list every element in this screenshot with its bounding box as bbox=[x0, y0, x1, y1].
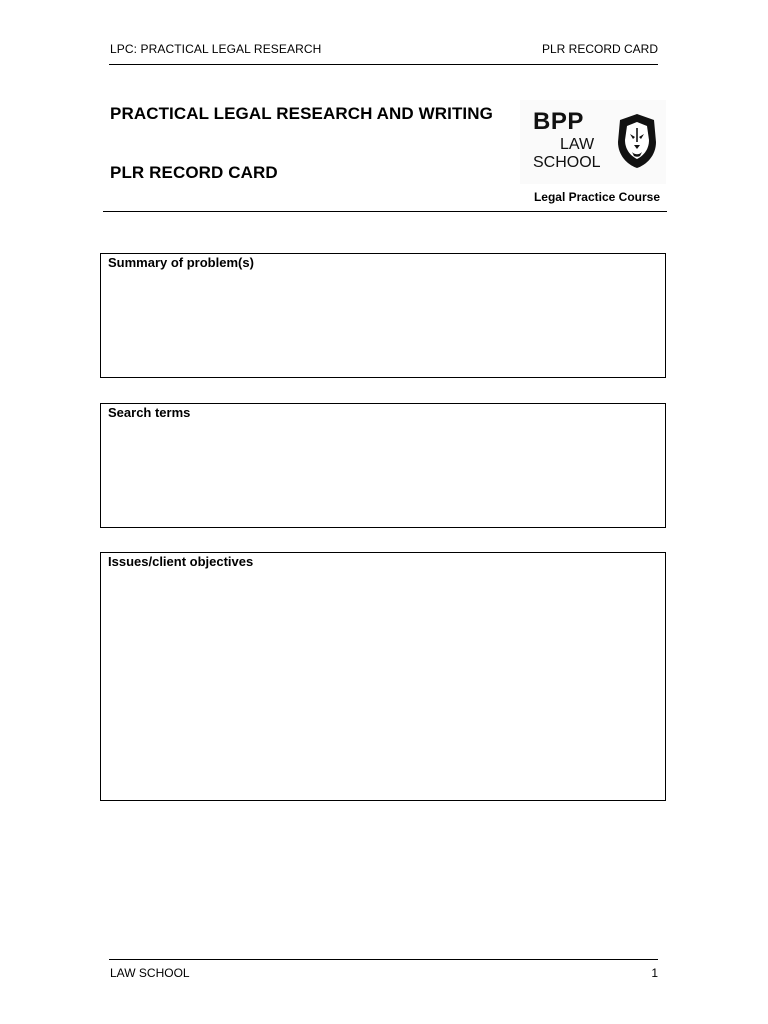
footer-left: LAW SCHOOL bbox=[110, 966, 190, 980]
header-left: LPC: PRACTICAL LEGAL RESEARCH bbox=[110, 42, 322, 56]
lion-shield-icon bbox=[616, 112, 658, 170]
search-terms-label: Search terms bbox=[108, 405, 191, 420]
summary-of-problems-box[interactable] bbox=[100, 253, 666, 378]
title-divider bbox=[103, 211, 667, 212]
header-divider bbox=[109, 64, 658, 65]
logo-school: SCHOOL bbox=[533, 154, 601, 171]
course-name: Legal Practice Course bbox=[533, 190, 660, 204]
issues-client-objectives-label: Issues/client objectives bbox=[108, 554, 254, 569]
logo-law: LAW bbox=[560, 136, 595, 153]
document-subtitle: PLR RECORD CARD bbox=[110, 163, 278, 182]
search-terms-box[interactable] bbox=[100, 403, 666, 528]
header-right: PLR RECORD CARD bbox=[541, 42, 658, 56]
bpp-law-school-logo bbox=[520, 100, 666, 184]
page-number: 1 bbox=[651, 966, 658, 980]
issues-client-objectives-box[interactable] bbox=[100, 552, 666, 801]
summary-of-problems-label: Summary of problem(s) bbox=[108, 255, 254, 270]
document-title: PRACTICAL LEGAL RESEARCH AND WRITING bbox=[110, 104, 493, 123]
logo-brand: BPP bbox=[533, 108, 584, 135]
footer-divider bbox=[109, 959, 658, 960]
